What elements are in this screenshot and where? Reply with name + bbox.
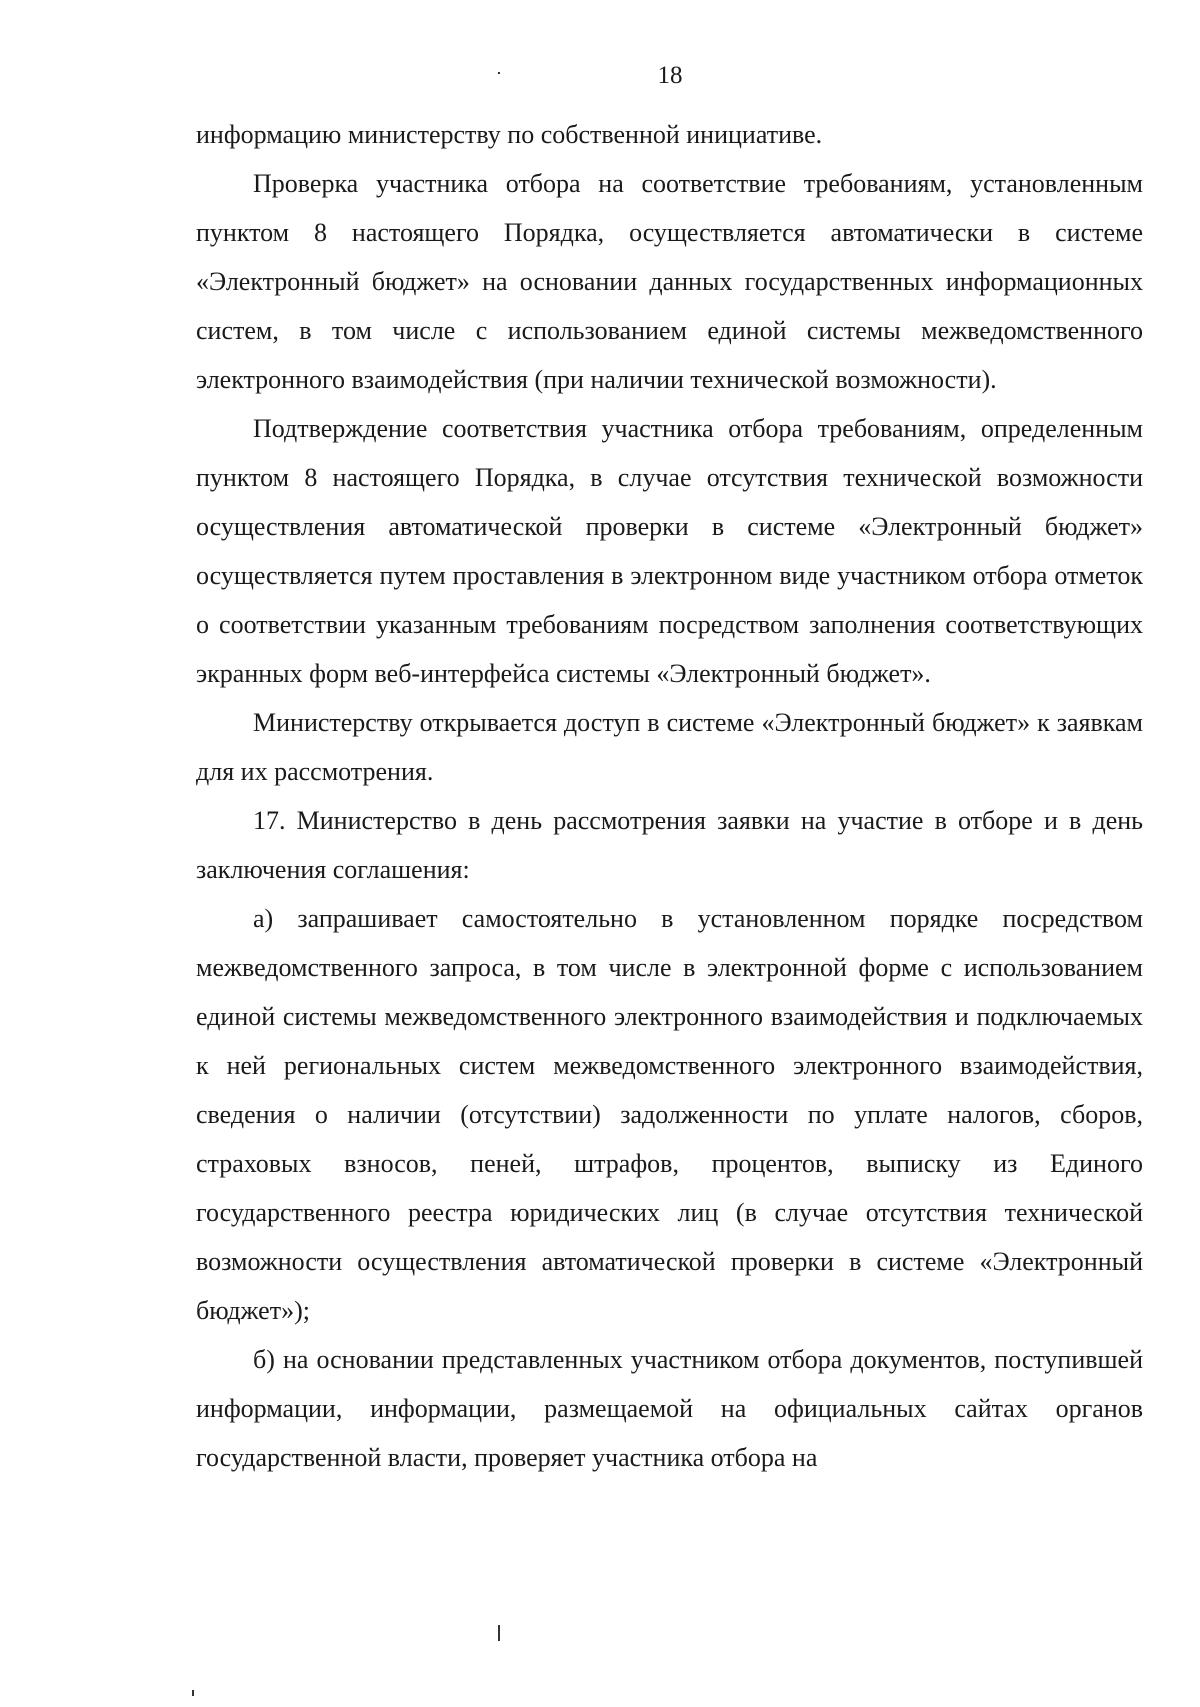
page-number: 18 xyxy=(657,62,683,89)
paragraph-ministry-access: Министерству открывается доступ в системе «Электронный бюджет» к заявкам для их рассмотрения. xyxy=(196,708,1143,786)
paragraph-subitem-a: а) запрашивает самостоятельно в установленном порядке посредством межведомственного запроса, в том числе в электронной форме с использованием единой системы межведомственного электронного взаимодействия и подключаемых к ней региональных систем межведомственного электронного взаимодействия, сведения о наличии (отсутствии) задолженности по уплате налогов, сборов, страховых взносов, пеней, штрафов, процентов, выписку из Единого государственного реестра юридических лиц (в случае отсутствия технической возможности осуществления автоматической проверки в системе «Электронный бюджет»); xyxy=(196,904,1143,1325)
scan-dot xyxy=(498,72,500,74)
scan-mark xyxy=(498,1625,500,1641)
scan-dot xyxy=(192,1690,194,1696)
paragraph-continuation: информацию министерству по собственной инициативе. xyxy=(196,120,823,149)
paragraph-item-17: 17. Министерство в день рассмотрения заявки на участие в отборе и в день заключения соглашения: xyxy=(196,806,1143,884)
document-body xyxy=(196,110,1143,1482)
paragraph-confirmation: Подтверждение соответствия участника отбора требованиям, определенным пунктом 8 настоящего Порядка, в случае отсутствия технической возможности осуществления автоматической проверки в системе «Электронный бюджет» осуществляется путем проставления в электронном виде участником отбора отметок о соответствии указанным требованиям посредством заполнения соответствующих экранных форм веб-интерфейса системы «Электронный бюджет». xyxy=(196,414,1143,688)
paragraph-subitem-b: б) на основании представленных участником отбора документов, поступившей информации, информации, размещаемой на официальных сайтах органов государственной власти, проверяет участника отбора на xyxy=(196,1345,1143,1472)
paragraph-verification: Проверка участника отбора на соответствие требованиям, установленным пунктом 8 настоящего Порядка, осуществляется автоматически в системе «Электронный бюджет» на основании данных государственных информационных систем, в том числе с использованием единой системы межведомственного электронного взаимодействия (при наличии технической возможности). xyxy=(196,169,1143,394)
